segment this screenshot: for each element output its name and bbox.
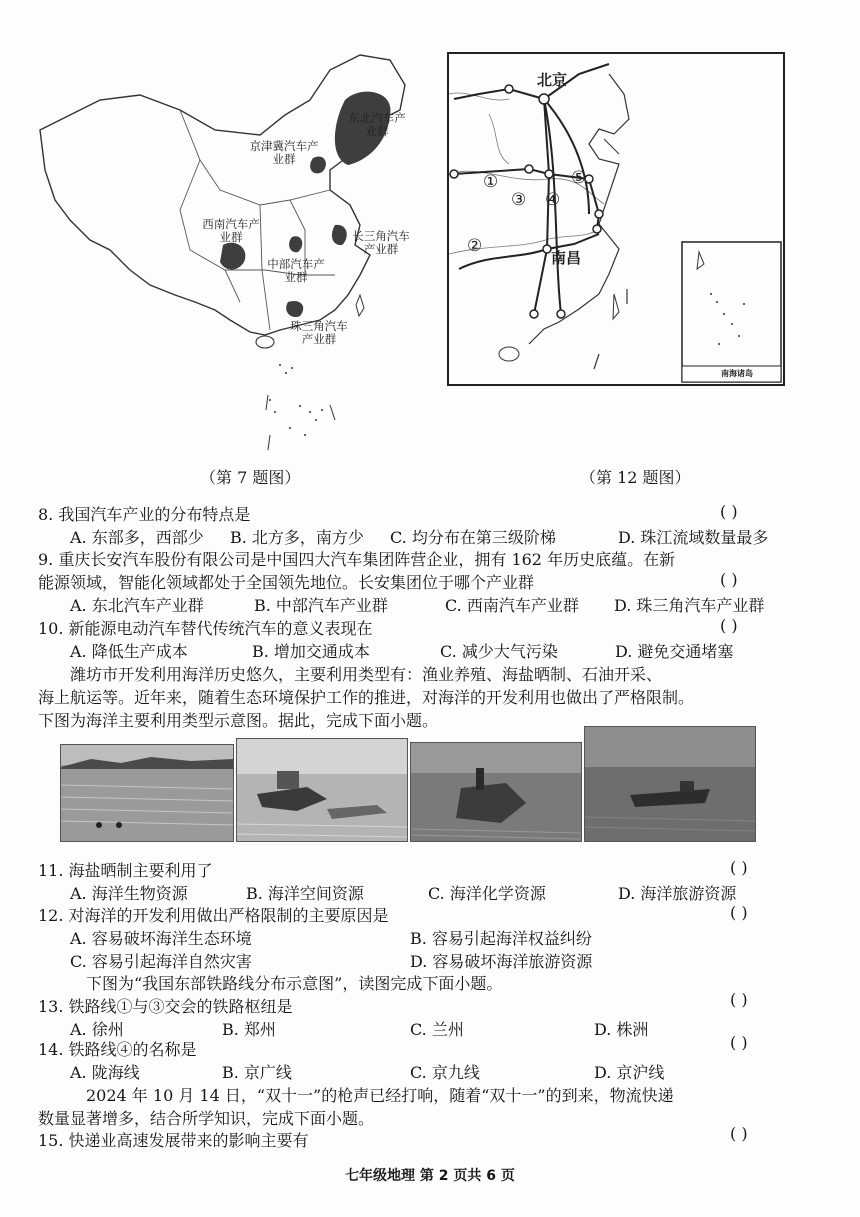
label-zhusanjiao: 珠三角汽车产业群 [290, 319, 348, 346]
label-railway-2: ② [467, 236, 483, 256]
q11-stem: 11. 海盐晒制主要利用了 [38, 861, 213, 880]
zhongbu-cluster-shape [289, 236, 302, 252]
figure12-map [447, 52, 785, 386]
q8-option-c: C. 均分布在第三级阶梯 [390, 528, 556, 547]
label-beijing: 北京 [537, 71, 568, 89]
q9-option-d: D. 珠三角汽车产业群 [614, 596, 765, 615]
photo-aquaculture [60, 744, 234, 842]
q11-answer-paren: ( ) [730, 858, 748, 877]
q11-option-d: D. 海洋旅游资源 [618, 884, 737, 903]
figure12-caption: （第 12 题图） [580, 468, 691, 487]
q14-option-b: B. 京广线 [222, 1063, 292, 1082]
rail-intro: 下图为“我国东部铁路线分布示意图”，读图完成下面小题。 [86, 974, 503, 993]
q8-stem: 8. 我国汽车产业的分布特点是 [38, 505, 251, 524]
label-railway-1: ① [483, 172, 499, 192]
photo-oil-platform [410, 742, 582, 842]
label-jingjinji: 京津冀汽车产业群 [249, 139, 319, 166]
page-footer: 七年级地理 第 2 页共 6 页 [345, 1168, 515, 1184]
q14-answer-paren: ( ) [730, 1033, 748, 1052]
q12-option-b: B. 容易引起海洋权益纠纷 [410, 929, 592, 948]
label-railway-4: ④ [545, 190, 561, 210]
label-railway-5: ⑤ [571, 168, 587, 188]
q13-option-b: B. 郑州 [222, 1020, 276, 1039]
q9-option-b: B. 中部汽车产业群 [254, 596, 388, 615]
q10-option-d: D. 避免交通堵塞 [615, 642, 734, 661]
ocean-intro-line3: 下图为海洋主要利用类型示意图。据此，完成下面小题。 [38, 711, 439, 730]
q9-answer-paren: ( ) [720, 570, 738, 589]
q12-option-d: D. 容易破坏海洋旅游资源 [410, 952, 593, 971]
figure7-map [30, 40, 430, 460]
q15-stem: 15. 快递业高速发展带来的影响主要有 [38, 1131, 309, 1150]
q9-stem-line2: 能源领域，智能化领域都处于全国领先地位。长安集团位于哪个产业群 [38, 573, 535, 592]
changsanjiao-cluster-shape [332, 225, 347, 245]
q10-option-b: B. 增加交通成本 [252, 642, 370, 661]
express-intro-line1: 2024 年 10 月 14 日，“双十一”的枪声已经打响，随着“双十一”的到来，物流快递 [86, 1086, 674, 1105]
q14-option-c: C. 京九线 [410, 1063, 480, 1082]
q8-answer-paren: ( ) [720, 502, 738, 521]
q9-option-a: A. 东北汽车产业群 [70, 596, 204, 615]
label-zhongbu: 中部汽车产业群 [267, 257, 325, 284]
photo-ship [584, 726, 756, 842]
label-dongbei: 东北汽车产业群 [348, 111, 406, 138]
q13-stem: 13. 铁路线①与③交会的铁路枢纽是 [38, 997, 293, 1016]
q8-option-a: A. 东部多，西部少 [70, 528, 204, 547]
q9-stem-line1: 9. 重庆长安汽车股份有限公司是中国四大汽车集团阵营企业，拥有 162 年历史底蕴。在新 [38, 550, 676, 569]
q14-stem: 14. 铁路线④的名称是 [38, 1040, 197, 1059]
label-changsanjiao: 长三角汽车产业群 [352, 229, 410, 256]
zhusanjiao-cluster-shape [286, 301, 303, 317]
q14-option-a: A. 陇海线 [70, 1063, 140, 1082]
q12-stem: 12. 对海洋的开发利用做出严格限制的主要原因是 [38, 906, 389, 925]
label-inset: 南海诸岛 [721, 368, 753, 378]
q13-answer-paren: ( ) [730, 990, 748, 1009]
ocean-intro-line2: 海上航运等。近年来，随着生态环境保护工作的推进，对海洋的开发利用也做出了严格限制。 [38, 688, 695, 707]
q12-option-c: C. 容易引起海洋自然灾害 [70, 952, 252, 971]
q13-option-d: D. 株洲 [594, 1020, 649, 1039]
label-nanchang: 南昌 [551, 249, 582, 267]
q10-stem: 10. 新能源电动汽车替代传统汽车的意义表现在 [38, 619, 373, 638]
q12-option-a: A. 容易破坏海洋生态环境 [70, 929, 252, 948]
label-railway-3: ③ [511, 190, 527, 210]
south-sea-islands [269, 364, 323, 436]
q8-option-d: D. 珠江流域数量最多 [618, 528, 769, 547]
q8-option-b: B. 北方多，南方少 [230, 528, 364, 547]
label-xinan: 西南汽车产业群 [202, 217, 260, 244]
q13-option-c: C. 兰州 [410, 1020, 464, 1039]
q10-option-a: A. 降低生产成本 [70, 642, 188, 661]
south-sea-inset [682, 242, 781, 382]
photo-boat [236, 738, 408, 842]
ocean-intro-line1: 潍坊市开发利用海洋历史悠久，主要利用类型有：渔业养殖、海盐晒制、石油开采、 [70, 665, 663, 684]
q11-option-b: B. 海洋空间资源 [246, 884, 364, 903]
railway-map [449, 54, 783, 384]
q9-option-c: C. 西南汽车产业群 [445, 596, 579, 615]
q11-option-c: C. 海洋化学资源 [428, 884, 546, 903]
q11-option-a: A. 海洋生物资源 [70, 884, 188, 903]
q15-answer-paren: ( ) [730, 1124, 748, 1143]
q10-option-c: C. 减少大气污染 [440, 642, 558, 661]
express-intro-line2: 数量显著增多，结合所学知识，完成下面小题。 [38, 1109, 375, 1128]
xinan-cluster-shape [220, 243, 245, 270]
q12-answer-paren: ( ) [730, 903, 748, 922]
q10-answer-paren: ( ) [720, 616, 738, 635]
figure7-caption: （第 7 题图） [200, 468, 301, 487]
q14-option-d: D. 京沪线 [594, 1063, 665, 1082]
q13-option-a: A. 徐州 [70, 1020, 124, 1039]
